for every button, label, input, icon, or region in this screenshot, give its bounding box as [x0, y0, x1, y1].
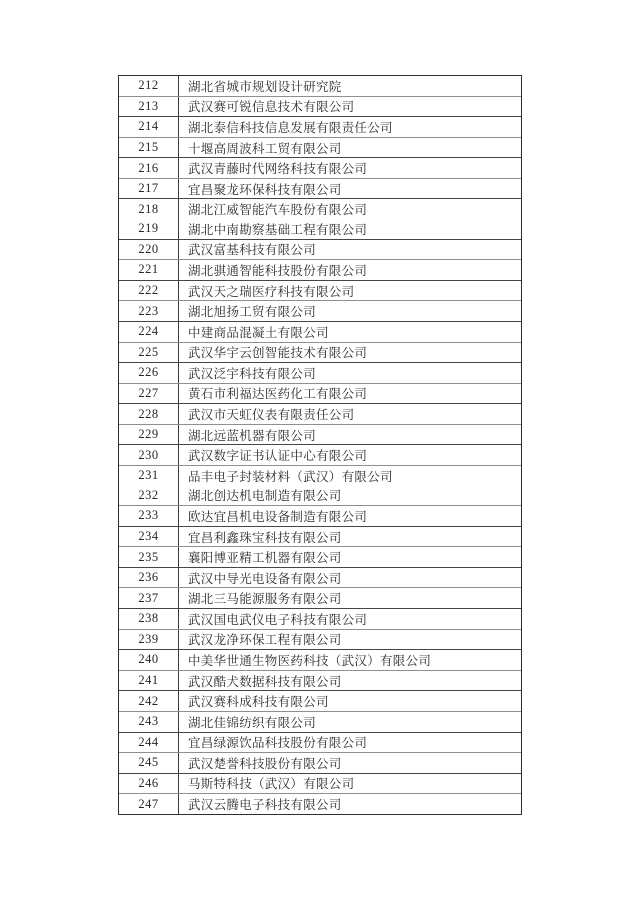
row-number-cell: 236 — [119, 568, 179, 588]
row-number-cell: 228 — [119, 404, 179, 424]
company-name-cell: 湖北旭扬工贸有限公司 — [188, 305, 317, 320]
row-number-cell: 216 — [119, 158, 179, 178]
row-number-cell: 240 — [119, 650, 179, 670]
table-row — [119, 280, 521, 301]
row-number-cell: 245 — [119, 753, 179, 773]
row-number-cell: 220 — [119, 240, 179, 260]
table-row — [119, 670, 521, 691]
table-row — [119, 342, 521, 363]
row-number-cell: 239 — [119, 630, 179, 650]
company-name-cell: 湖北远蓝机器有限公司 — [188, 428, 317, 443]
row-number-cell: 214 — [119, 117, 179, 137]
company-name-cell: 宜昌绿源饮品科技股份有限公司 — [188, 736, 368, 751]
row-number-cell: 242 — [119, 691, 179, 711]
table-row — [119, 444, 521, 465]
company-name-cell: 湖北江威智能汽车股份有限公司 — [188, 203, 368, 218]
row-number-cell: 230 — [119, 445, 179, 465]
row-number-cell: 233 — [119, 506, 179, 526]
table-row — [119, 690, 521, 711]
row-number-cell: 231 — [119, 466, 179, 486]
company-name-cell: 宜昌聚龙环保科技有限公司 — [188, 182, 342, 197]
table-row — [119, 587, 521, 608]
table-row — [119, 486, 521, 506]
company-name-cell: 武汉富基科技有限公司 — [188, 243, 317, 258]
company-name-cell: 武汉青藤时代网络科技有限公司 — [188, 162, 368, 177]
row-number-cell: 219 — [119, 219, 179, 239]
row-number-cell: 217 — [119, 179, 179, 199]
row-number-cell: 232 — [119, 486, 179, 506]
table-row — [119, 649, 521, 670]
row-number-cell: 223 — [119, 301, 179, 321]
row-number-cell: 218 — [119, 199, 179, 219]
table-row — [119, 526, 521, 547]
table-row — [119, 96, 521, 117]
company-name-cell: 武汉楚誉科技股份有限公司 — [188, 756, 342, 771]
table-row — [119, 137, 521, 158]
table-row — [119, 403, 521, 424]
row-number-cell: 227 — [119, 384, 179, 404]
row-number-cell: 246 — [119, 774, 179, 794]
table-row — [119, 608, 521, 629]
company-table — [118, 75, 522, 815]
table-row — [119, 219, 521, 239]
company-name-cell: 武汉中导光电设备有限公司 — [188, 571, 342, 586]
row-number-cell: 238 — [119, 609, 179, 629]
table-row — [119, 465, 521, 486]
row-number-cell: 247 — [119, 794, 179, 814]
table-row — [119, 773, 521, 794]
company-name-cell: 武汉数字证书认证中心有限公司 — [188, 449, 368, 464]
company-name-cell: 马斯特科技（武汉）有限公司 — [188, 777, 355, 792]
company-name-cell: 武汉赛可锐信息技术有限公司 — [188, 100, 355, 115]
company-name-cell: 武汉赛科成科技有限公司 — [188, 695, 329, 710]
table-row — [119, 300, 521, 321]
table-row — [119, 505, 521, 526]
company-name-cell: 中美华世通生物医药科技（武汉）有限公司 — [188, 653, 432, 668]
row-number-cell: 229 — [119, 425, 179, 445]
company-name-cell: 武汉泛宇科技有限公司 — [188, 366, 317, 381]
table-row — [119, 178, 521, 199]
table-row — [119, 546, 521, 567]
table-row — [119, 157, 521, 178]
company-name-cell: 宜昌利鑫珠宝科技有限公司 — [188, 530, 342, 545]
table-row — [119, 567, 521, 588]
row-number-cell: 224 — [119, 322, 179, 342]
table-row — [119, 424, 521, 445]
company-name-cell: 黄石市利福达医药化工有限公司 — [188, 387, 368, 402]
company-name-cell: 湖北中南勘察基础工程有限公司 — [188, 222, 368, 237]
row-number-cell: 213 — [119, 97, 179, 117]
row-number-cell: 221 — [119, 260, 179, 280]
table-row — [119, 362, 521, 383]
company-name-cell: 武汉华宇云创智能技术有限公司 — [188, 346, 368, 361]
table-row — [119, 711, 521, 732]
company-name-cell: 品丰电子封装材料（武汉）有限公司 — [188, 469, 393, 484]
table-row — [119, 629, 521, 650]
company-name-cell: 湖北泰信科技信息发展有限责任公司 — [188, 120, 393, 135]
row-number-cell: 212 — [119, 76, 179, 96]
table-row — [119, 239, 521, 260]
company-name-cell: 武汉云腾电子科技有限公司 — [188, 798, 342, 813]
row-number-cell: 237 — [119, 588, 179, 608]
row-number-cell: 241 — [119, 671, 179, 691]
table-row — [119, 732, 521, 753]
company-name-cell: 湖北省城市规划设计研究院 — [188, 79, 342, 94]
row-number-cell: 226 — [119, 363, 179, 383]
company-name-cell: 武汉国电武仪电子科技有限公司 — [188, 612, 368, 627]
company-name-cell: 武汉酷犬数据科技有限公司 — [188, 674, 342, 689]
table-row — [119, 198, 521, 219]
company-name-cell: 武汉市天虹仪表有限责任公司 — [188, 408, 355, 423]
company-name-cell: 武汉天之瑞医疗科技有限公司 — [188, 284, 355, 299]
company-name-cell: 武汉龙净环保工程有限公司 — [188, 633, 342, 648]
table-row — [119, 76, 521, 96]
table-row — [119, 752, 521, 773]
row-number-cell: 235 — [119, 547, 179, 567]
table-row — [119, 321, 521, 342]
row-number-cell: 244 — [119, 733, 179, 753]
company-name-cell: 湖北创达机电制造有限公司 — [188, 489, 342, 504]
table-row — [119, 116, 521, 137]
row-number-cell: 225 — [119, 343, 179, 363]
row-number-cell: 222 — [119, 281, 179, 301]
company-name-cell: 中建商品混凝土有限公司 — [188, 325, 329, 340]
company-name-cell: 欧达宜昌机电设备制造有限公司 — [188, 509, 368, 524]
company-name-cell: 襄阳博亚精工机器有限公司 — [188, 551, 342, 566]
row-number-cell: 234 — [119, 527, 179, 547]
company-name-cell: 湖北佳锦纺织有限公司 — [188, 715, 317, 730]
company-name-cell: 湖北骐通智能科技股份有限公司 — [188, 263, 368, 278]
row-number-cell: 215 — [119, 138, 179, 158]
company-name-cell: 湖北三马能源服务有限公司 — [188, 592, 342, 607]
table-row — [119, 383, 521, 404]
company-name-cell: 十堰高周波科工贸有限公司 — [188, 141, 342, 156]
table-row — [119, 259, 521, 280]
row-number-cell: 243 — [119, 712, 179, 732]
table-row — [119, 793, 521, 814]
